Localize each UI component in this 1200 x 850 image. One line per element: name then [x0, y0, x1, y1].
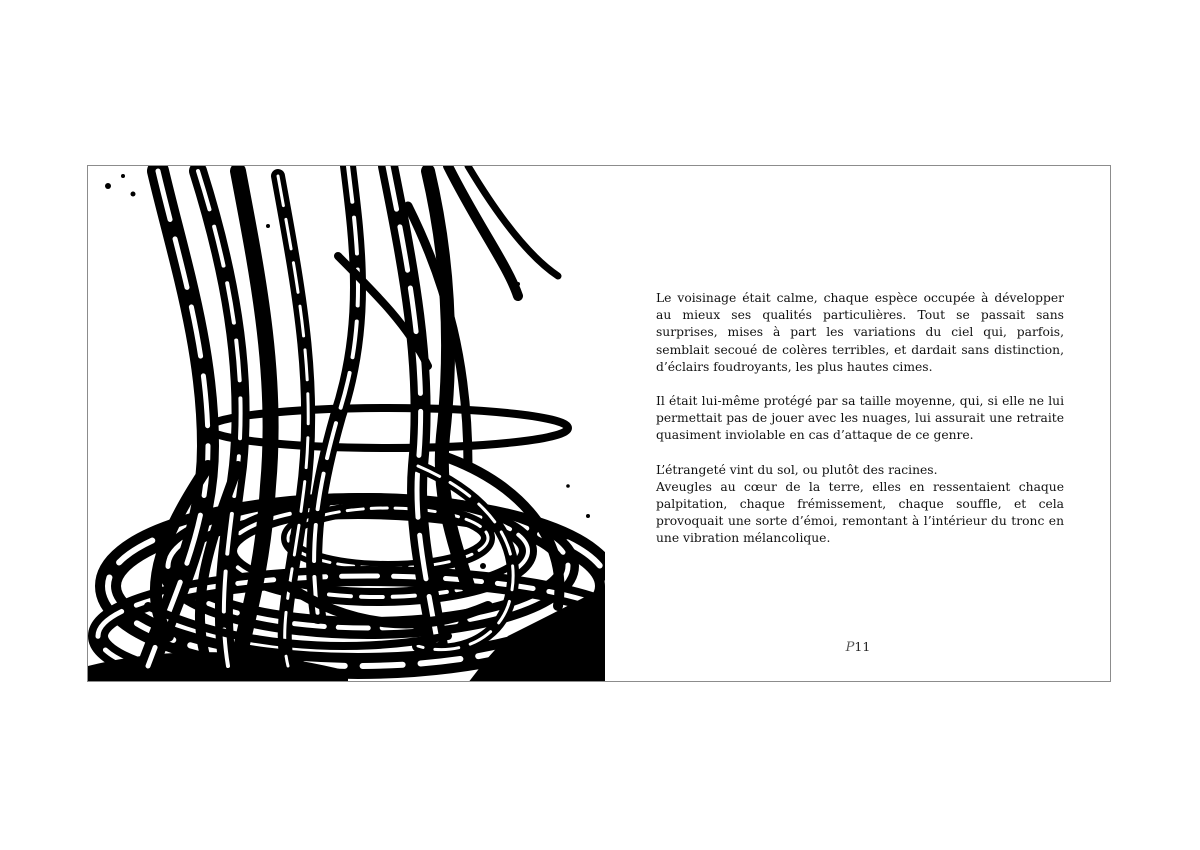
paragraph-1: Le voisinage était calme, chaque espèce occupée à développer au mieux ses qualités particulières. Tout se passait sans surprises, mises à part les variations du ciel qui, parfois, semblait secoué de colères terribles, et dardait sans distinction, d’éclairs foudroyants, les plus hautes cimes. [656, 291, 1064, 374]
page-number [828, 639, 888, 655]
page-number-value: 11 [854, 639, 871, 654]
paragraph-4: Aveugles au cœur de la terre, elles en ressentaient chaque palpitation, chaque frémissement, chaque souffle, et cela provoquait une sorte d’émoi, remontant à l’intérieur du tronc en une vibration mélancolique. [656, 479, 1064, 546]
ink-brush-illustration [88, 166, 605, 682]
roots-artwork [88, 166, 605, 682]
paragraph-3: L’étrangeté vint du sol, ou plutôt des racines. [656, 462, 938, 477]
story-text [656, 290, 1064, 565]
paragraph-2: Il était lui-même protégé par sa taille moyenne, qui, si elle ne lui permettait pas de jouer avec les nuages, lui assurait une retraite quasiment inviolable en cas d’attaque de ce genre. [656, 394, 1064, 443]
book-spread [87, 165, 1111, 682]
page-number-glyph: P [845, 640, 855, 655]
